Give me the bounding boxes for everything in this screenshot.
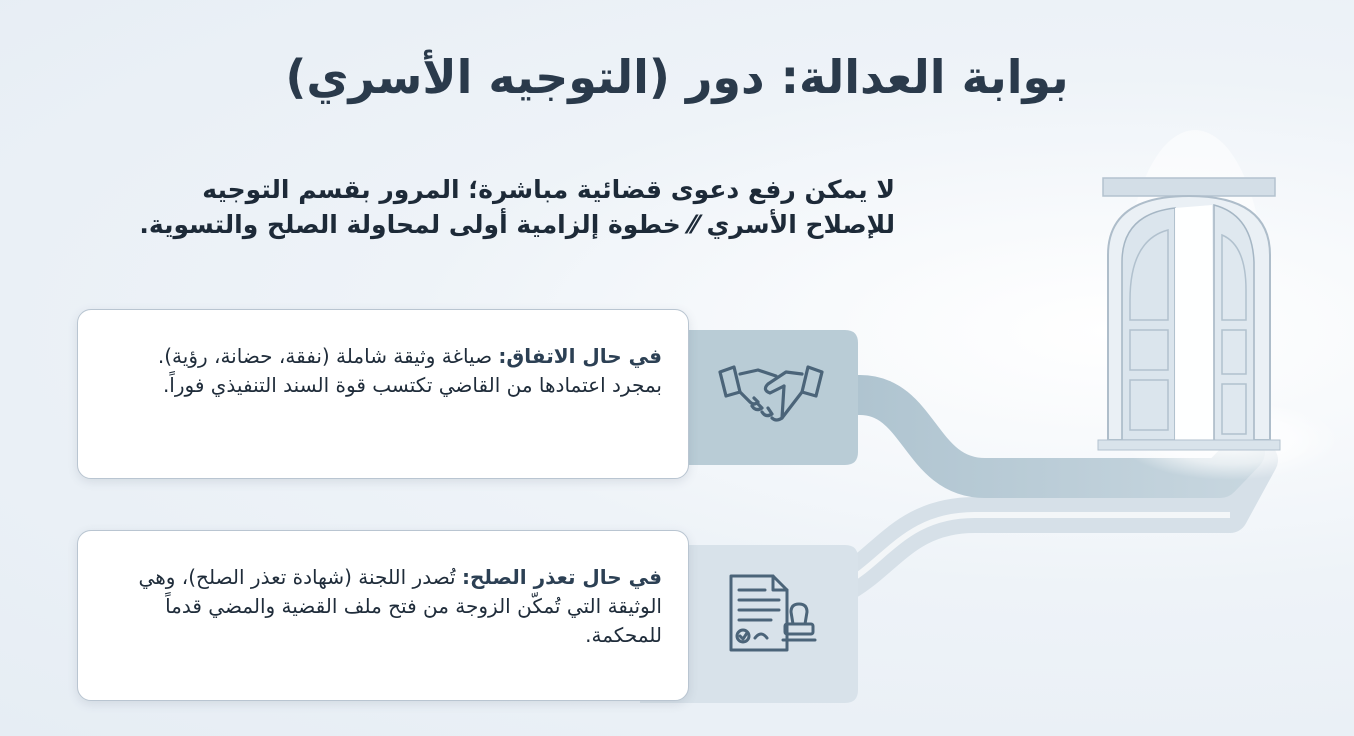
failure-body: تُصدر اللجنة (شهادة تعذر الصلح)، وهي الوثيقة التي تُمكّن الزوجة من فتح ملف القضية والمضي قدماً للمحكمة. [138, 565, 662, 647]
door-illustration [1098, 178, 1280, 450]
agreement-heading: في حال الاتفاق: [498, 344, 662, 368]
failure-heading: في حال تعذر الصلح: [461, 565, 662, 589]
intro-text: لا يمكن رفع دعوى قضائية مباشرة؛ المرور بقسم التوجيه للإصلاح الأسري ⁄⁄ خطوة إلزامية أولى لمحاولة الصلح والتسوية. [139, 175, 895, 239]
page-title: بوابة العدالة: دور (التوجيه الأسري) [285, 50, 1069, 104]
failure-card [77, 530, 689, 701]
agreement-body: صياغة وثيقة شاملة (نفقة، حضانة، رؤية). بمجرد اعتمادها من القاضي تكتسب قوة السند التنفيذي فوراً. [157, 344, 662, 397]
agreement-card [77, 309, 689, 479]
